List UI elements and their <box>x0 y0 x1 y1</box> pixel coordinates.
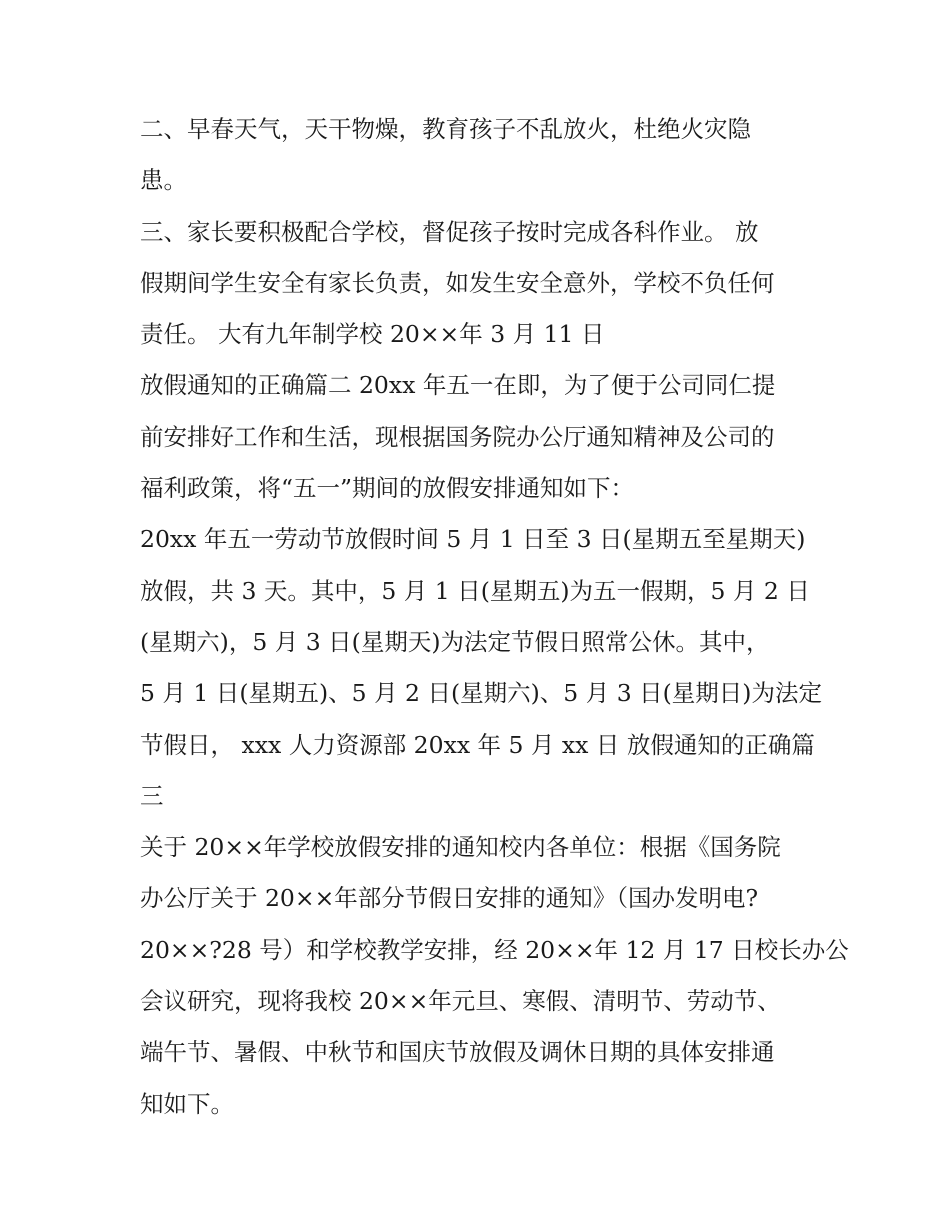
text-line: 20××?28 号）和学校教学安排，经 20××年 12 月 17 日校长办公 <box>140 935 849 964</box>
text-line: 放假，共 3 天。其中，5 月 1 日(星期五)为五一假期，5 月 2 日 <box>140 576 810 605</box>
text-line: 患。 <box>140 166 187 195</box>
text-line: 关于 20××年学校放假安排的通知校内各单位：根据《国务院 <box>140 833 781 862</box>
text-line: 会议研究，现将我校 20××年元旦、寒假、清明节、劳动节、 <box>140 987 781 1016</box>
text-line: 三、家长要积极配合学校，督促孩子按时完成各科作业。 放 <box>140 217 759 246</box>
text-line: 放假通知的正确篇二 20xx 年五一在即，为了便于公司同仁提 <box>140 371 776 400</box>
text-line: (星期六)，5 月 3 日(星期天)为法定节假日照常公休。其中， <box>140 627 770 656</box>
text-line: 福利政策，将“五一”期间的放假安排通知如下： <box>140 474 635 503</box>
text-line: 端午节、暑假、中秋节和国庆节放假及调休日期的具体安排通 <box>140 1038 775 1067</box>
text-line: 5 月 1 日(星期五)、5 月 2 日(星期六)、5 月 3 日(星期日)为法定 <box>140 679 822 708</box>
text-line: 二、早春天气，天干物燥，教育孩子不乱放火，杜绝火灾隐 <box>140 115 751 143</box>
text-line: 责任。 大有九年制学校 20××年 3 月 11 日 <box>140 320 605 349</box>
document-body <box>140 104 849 1130</box>
text-line: 假期间学生安全有家长负责，如发生安全意外，学校不负任何 <box>140 268 775 297</box>
text-line: 知如下。 <box>140 1089 234 1118</box>
text-line: 三 <box>140 781 164 810</box>
text-line: 20xx 年五一劳动节放假时间 5 月 1 日至 3 日(星期五至星期天) <box>140 525 806 554</box>
text-line: 前安排好工作和生活，现根据国务院办公厅通知精神及公司的 <box>140 422 775 451</box>
text-line: 节假日， xxx 人力资源部 20xx 年 5 月 xx 日 放假通知的正确篇 <box>140 730 815 759</box>
text-line: 办公厅关于 20××年部分节假日安排的通知》（国办发明电? <box>140 884 759 913</box>
